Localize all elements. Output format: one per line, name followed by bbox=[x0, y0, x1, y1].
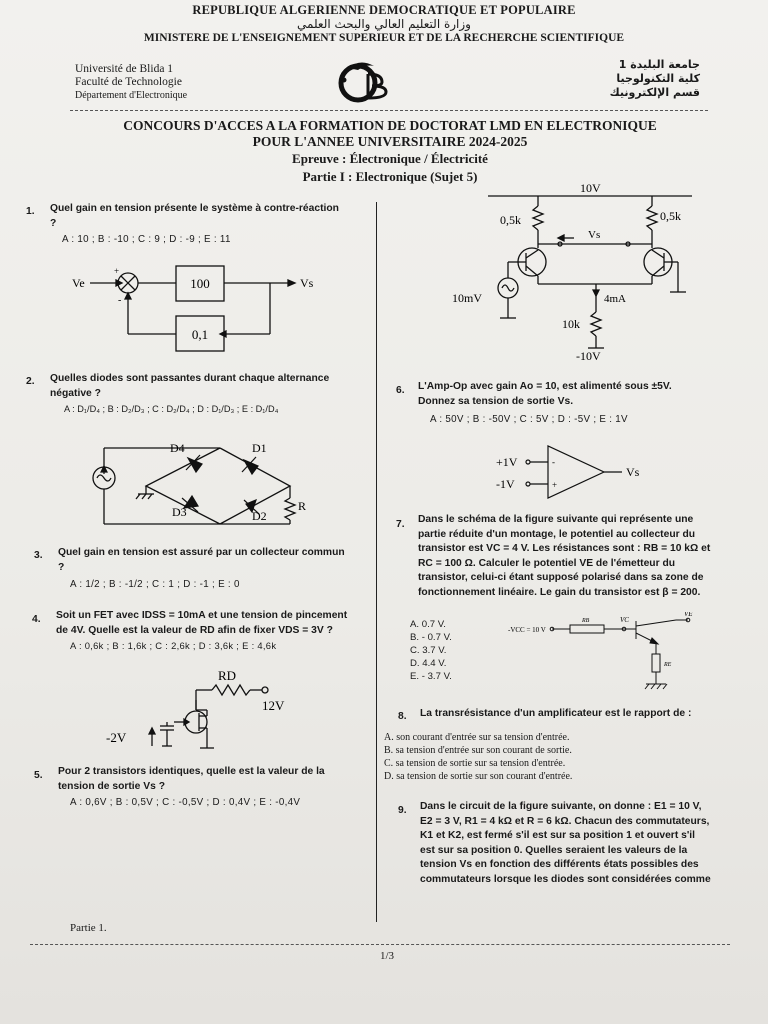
q3-question bbox=[58, 546, 374, 575]
q8-number: 8. bbox=[398, 711, 407, 722]
column-divider bbox=[376, 202, 377, 922]
q8-option-a: A. son courant d'entrée sur sa tension d'entrée. bbox=[384, 732, 570, 743]
q8-option-c: C. sa tension de sortie sur sa tension d'entrée. bbox=[384, 758, 566, 769]
q7-line-2: partie réduite d'un montage, le potentiel au collecteur du bbox=[418, 528, 696, 540]
q7-line-6: fonctionnement linéaire. Le gain du transistor est β = 200. bbox=[418, 586, 701, 598]
q9-line-6: commutateurs lorsque les diodes sont considérées comme bbox=[420, 873, 711, 885]
exam-subject: Epreuve : Électronique / Électricité bbox=[292, 151, 488, 166]
q5-vcc-label: 10V bbox=[580, 181, 601, 195]
q5-vee-label: -10V bbox=[576, 349, 601, 363]
q8-option-d: D. sa tension de sortie sur son courant d'entrée. bbox=[384, 771, 573, 782]
department-name: Département d'Electronique bbox=[75, 90, 188, 101]
q7-vin-label: -VCC = 10 V bbox=[508, 626, 546, 634]
q1-plus-sign: + bbox=[114, 266, 120, 276]
q7-option-e: E. - 3.7 V. bbox=[410, 671, 452, 682]
q7-line-1: Dans le schéma de la figure suivante qui représente une bbox=[418, 514, 694, 525]
q5-diffpair-diagram bbox=[448, 178, 698, 364]
university-name-arabic: جامعة البليدة 1 bbox=[618, 58, 700, 71]
q7-question bbox=[418, 513, 748, 600]
q7-line-5: transistor, celui-ci étant supposé polarisé dans sa zone de bbox=[418, 572, 704, 583]
q5-answers: A : 0,6V ; B : 0,5V ; C : -0,5V ; D : 0,4V ; E : -0,4V bbox=[70, 797, 301, 808]
q6-inverting-sign: - bbox=[552, 457, 555, 467]
q4-vdd-label: 12V bbox=[262, 698, 285, 713]
q7-transistor-diagram bbox=[508, 612, 708, 696]
q6-vm-label: -1V bbox=[496, 477, 515, 491]
university-name: Université de Blida 1 bbox=[75, 63, 174, 75]
q7-option-a: A. 0.7 V. bbox=[410, 619, 446, 630]
q4-vg-label: -2V bbox=[106, 730, 127, 745]
q2-bridge-diagram bbox=[84, 428, 324, 532]
q2-line-2: négative ? bbox=[50, 387, 101, 399]
q7-vc-label: VC bbox=[620, 616, 629, 624]
ministry-arabic: وزارة التعليم العالي والبحث العلمي bbox=[297, 17, 471, 31]
q6-number: 6. bbox=[396, 385, 405, 396]
faculty-name: Faculté de Technologie bbox=[75, 76, 182, 88]
q7-line-3: transistor est VC = 4 V. Les résistances sont : RB = 10 kΩ et bbox=[418, 543, 711, 554]
q7-ve-label: VE bbox=[684, 612, 693, 618]
q6-line-2: Donnez sa tension de sortie Vs. bbox=[418, 395, 574, 407]
q6-answers: A : 50V ; B : -50V ; C : 5V ; D : -5V ; E : 1V bbox=[430, 414, 628, 425]
q5-rc-right-label: 0,5k bbox=[660, 209, 681, 223]
q4-answers: A : 0,6k ; B : 1,6k ; C : 2,6k ; D : 3,6k ; E : 4,6k bbox=[70, 640, 277, 651]
q4-number: 4. bbox=[32, 614, 41, 625]
exam-title-1: CONCOURS D'ACCES A LA FORMATION DE DOCTORAT LMD EN ELECTRONIQUE bbox=[123, 118, 657, 133]
q4-question bbox=[56, 609, 374, 638]
q7-re-label: RE bbox=[664, 662, 672, 668]
q1-ve-label: Ve bbox=[72, 276, 85, 290]
ministry-heading: MINISTERE DE L'ENSEIGNEMENT SUPERIEUR ET DE LA RECHERCHE SCIENTIFIQUE bbox=[143, 32, 625, 44]
q2-r-label: R bbox=[298, 499, 307, 513]
q2-d1-label: D1 bbox=[252, 441, 267, 455]
university-logo bbox=[330, 56, 396, 106]
footer-divider bbox=[30, 944, 730, 945]
q8-options bbox=[384, 731, 572, 783]
q7-rb-label: RB bbox=[582, 618, 590, 624]
q2-d3-label: D3 bbox=[172, 505, 187, 519]
q4-line-2: de 4V. Quelle est la valeur de RD afin de fixer VDS = 3V ? bbox=[56, 624, 333, 636]
q5-line-1: Pour 2 transistors identiques, quelle est la valeur de la bbox=[58, 766, 325, 777]
q1-number: 1. bbox=[26, 206, 35, 217]
exam-title-2: POUR L'ANNEE UNIVERSITAIRE 2024-2025 bbox=[252, 134, 528, 149]
q3-line-2: ? bbox=[58, 561, 65, 573]
q1-line-1: Quel gain en tension présente le système à contre-réaction bbox=[50, 203, 339, 214]
q7-options bbox=[410, 618, 452, 683]
q6-noninverting-sign: + bbox=[552, 480, 558, 490]
footer-part: Partie 1. bbox=[70, 922, 107, 934]
q2-answers: A : D₁/D₄ ; B : D₂/D₃ ; C : D₂/D₄ ; D : D₁/D₃ ; E : D₁/D₄ bbox=[64, 404, 279, 414]
q4-rd-label: RD bbox=[218, 668, 237, 683]
q6-vp-label: +1V bbox=[496, 455, 518, 469]
q9-line-3: K1 et K2, est fermé s'il est sur sa position 1 et ouvert s'il bbox=[420, 830, 695, 841]
q9-question bbox=[420, 800, 750, 887]
q3-answers: A : 1/2 ; B : -1/2 ; C : 1 ; D : -1 ; E : 0 bbox=[70, 579, 240, 590]
department-name-arabic: قسم الإلكترونيك bbox=[609, 86, 700, 99]
q5-vin-label: 10mV bbox=[452, 291, 482, 305]
q5-number: 5. bbox=[34, 770, 43, 781]
q9-line-5: tension Vs en fonction des différents états possibles des bbox=[420, 859, 699, 870]
q1-question bbox=[50, 202, 370, 231]
page-number: 1/3 bbox=[380, 950, 395, 962]
q9-line-4: est sur sa position 0. Quelles seraient les valeurs de la bbox=[420, 844, 688, 856]
q7-line-4: RC = 100 Ω. Calculer le potentiel VE de l'émetteur du bbox=[418, 557, 676, 569]
q5-line-2: tension de sortie Vs ? bbox=[58, 780, 165, 792]
q5-question bbox=[58, 765, 374, 794]
q2-line-1: Quelles diodes sont passantes durant chaque alternance bbox=[50, 373, 330, 384]
q9-line-1: Dans le circuit de la figure suivante, on donne : E1 = 10 V, bbox=[420, 801, 702, 812]
q2-d4-label: D4 bbox=[170, 441, 185, 455]
q9-line-2: E2 = 3 V, R1 = 4 kΩ et R = 6 kΩ. Chacun des commutateurs, bbox=[420, 815, 710, 827]
q8-question: La transrésistance d'un amplificateur est le rapport de : bbox=[420, 708, 692, 719]
q6-vs-label: Vs bbox=[626, 465, 640, 479]
q7-option-d: D. 4.4 V. bbox=[410, 658, 447, 669]
q5-vs-label: Vs bbox=[588, 229, 601, 241]
q2-question bbox=[50, 372, 370, 401]
faculty-name-arabic: كلية التكنولوجيا bbox=[616, 72, 700, 85]
q6-question bbox=[418, 380, 748, 409]
q2-number: 2. bbox=[26, 376, 35, 387]
q3-number: 3. bbox=[34, 550, 43, 561]
q1-vs-label: Vs bbox=[300, 276, 314, 290]
q8-option-b: B. sa tension d'entrée sur son courant de sortie. bbox=[384, 745, 572, 756]
q4-fet-diagram bbox=[100, 664, 300, 760]
q5-re-label: 10k bbox=[562, 317, 580, 331]
q7-number: 7. bbox=[396, 519, 405, 530]
q1-feedback-block: 0,1 bbox=[191, 327, 209, 342]
q9-number: 9. bbox=[398, 805, 407, 816]
header-divider bbox=[70, 110, 708, 111]
republic-heading: REPUBLIQUE ALGERIENNE DEMOCRATIQUE ET POPULAIRE bbox=[192, 3, 576, 17]
university-block-arabic bbox=[610, 58, 700, 100]
q3-line-1: Quel gain en tension est assuré par un collecteur commun bbox=[58, 547, 345, 558]
q6-opamp-diagram bbox=[490, 440, 670, 504]
q1-minus-sign: - bbox=[118, 295, 122, 306]
university-block bbox=[75, 63, 187, 102]
q2-d2-label: D2 bbox=[252, 509, 267, 523]
q1-gain-block: 100 bbox=[190, 276, 210, 291]
q5-current-label: 4mA bbox=[604, 293, 626, 305]
q1-feedback-diagram bbox=[60, 252, 350, 362]
q1-line-2: ? bbox=[50, 217, 57, 229]
q1-answers: A : 10 ; B : -10 ; C : 9 ; D : -9 ; E : 11 bbox=[62, 234, 231, 245]
q6-line-1: L'Amp-Op avec gain Ao = 10, est alimenté sous ±5V. bbox=[418, 381, 672, 392]
q4-line-1: Soit un FET avec IDSS = 10mA et une tension de pincement bbox=[56, 610, 348, 621]
q5-rc-left-label: 0,5k bbox=[500, 213, 521, 227]
exam-part: Partie I : Electronique (Sujet 5) bbox=[302, 169, 478, 184]
q7-option-b: B. - 0.7 V. bbox=[410, 632, 452, 643]
q7-option-c: C. 3.7 V. bbox=[410, 645, 447, 656]
